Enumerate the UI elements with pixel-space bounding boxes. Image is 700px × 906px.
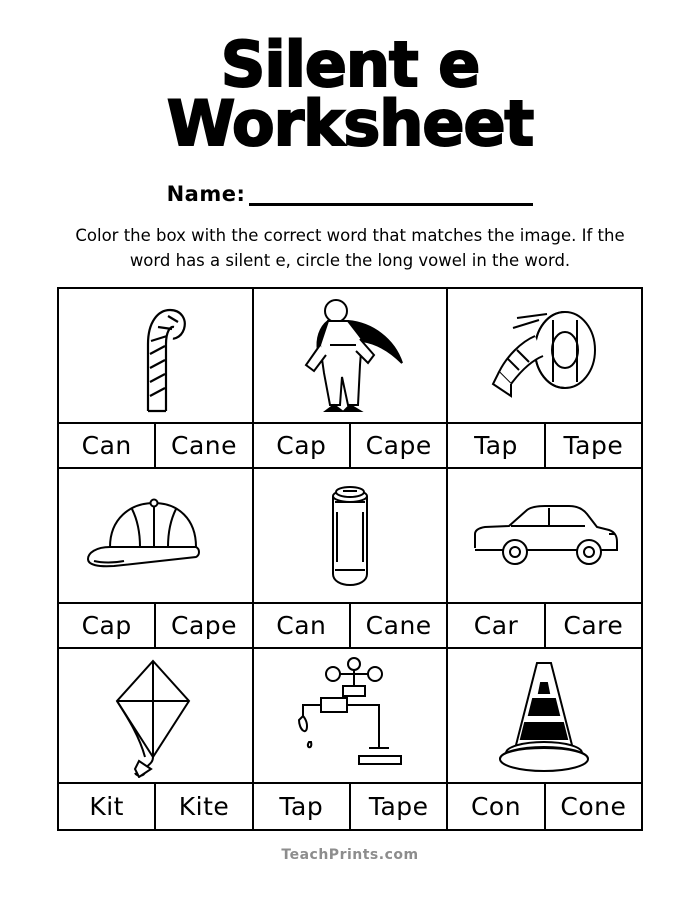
word-option[interactable]: Cane xyxy=(365,611,432,641)
word-option[interactable]: Care xyxy=(563,611,624,641)
image-cell-traffic-cone xyxy=(448,649,641,782)
candy-cane-icon xyxy=(120,296,190,416)
word-option[interactable]: Cane xyxy=(171,431,238,461)
name-row xyxy=(28,182,672,206)
word-option[interactable]: Cape xyxy=(365,431,432,461)
word-group-3-3 xyxy=(448,782,641,829)
car-icon xyxy=(465,496,625,576)
kite-icon xyxy=(105,653,205,778)
word-option[interactable]: Can xyxy=(59,424,156,467)
word-option[interactable]: Tap xyxy=(448,424,545,467)
image-cell-faucet-tap xyxy=(254,649,449,782)
footer-brand: TeachPrints.com xyxy=(281,847,419,864)
superhero-cape-icon xyxy=(290,293,410,418)
image-cell-kite xyxy=(59,649,254,782)
image-cell-candy-cane xyxy=(59,289,254,422)
word-group-1-3 xyxy=(448,422,641,469)
word-row-2 xyxy=(59,602,641,649)
word-option[interactable]: Tape xyxy=(368,792,429,822)
title-line-1: Silent e xyxy=(220,28,480,101)
word-option[interactable]: Cape xyxy=(171,611,238,641)
image-cell-soda-can xyxy=(254,469,449,602)
word-option[interactable]: Car xyxy=(448,604,545,647)
word-option[interactable]: Tap xyxy=(254,784,351,829)
instructions-text: Color the box with the correct word that matches the image. If the word has a silent e, circle the long vowel in the word. xyxy=(75,225,625,270)
image-row-3 xyxy=(59,649,641,782)
word-group-2-3 xyxy=(448,602,641,649)
word-group-2-1 xyxy=(59,602,254,649)
word-option[interactable]: Can xyxy=(254,604,351,647)
name-input-blank[interactable] xyxy=(249,184,533,206)
word-option[interactable]: Cap xyxy=(254,424,351,467)
image-cell-baseball-cap xyxy=(59,469,254,602)
image-row-1 xyxy=(59,289,641,422)
word-group-2-2 xyxy=(254,602,449,649)
word-group-1-1 xyxy=(59,422,254,469)
title-line-2: Worksheet xyxy=(166,86,534,160)
word-option[interactable]: Cone xyxy=(560,792,627,822)
word-group-1-2 xyxy=(254,422,449,469)
word-option[interactable]: Con xyxy=(448,784,545,829)
word-group-3-1 xyxy=(59,782,254,829)
page-title xyxy=(166,28,534,160)
word-option[interactable]: Kite xyxy=(178,792,230,822)
tape-roll-icon xyxy=(477,298,612,413)
word-option[interactable]: Tape xyxy=(563,431,624,461)
word-group-3-2 xyxy=(254,782,449,829)
word-option[interactable]: Cap xyxy=(59,604,156,647)
image-cell-superhero-cape xyxy=(254,289,449,422)
faucet-tap-icon xyxy=(285,656,415,776)
baseball-cap-icon xyxy=(80,491,230,581)
soda-can-icon xyxy=(315,478,385,593)
word-row-1 xyxy=(59,422,641,469)
image-row-2 xyxy=(59,469,641,602)
image-cell-car xyxy=(448,469,641,602)
worksheet-grid xyxy=(57,287,643,831)
traffic-cone-icon xyxy=(487,653,602,778)
image-cell-tape-roll xyxy=(448,289,641,422)
name-label: Name: xyxy=(166,181,246,206)
word-option[interactable]: Kit xyxy=(59,784,156,829)
word-row-3 xyxy=(59,782,641,829)
